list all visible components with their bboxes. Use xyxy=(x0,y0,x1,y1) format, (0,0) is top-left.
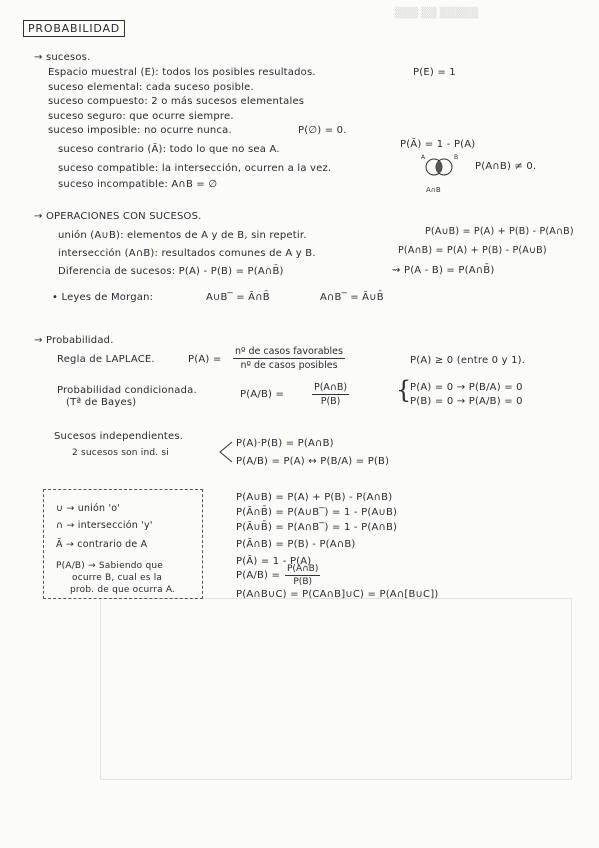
morgan-law-2: A∩B‾ = Ā∪B̄ xyxy=(320,292,384,303)
legend-union: ∪ → unión 'o' xyxy=(56,503,121,514)
indep-rule-1: P(A)·P(B) = P(A∩B) xyxy=(236,438,334,449)
legend-cond-1: P(A/B) → Sabiendo que xyxy=(56,561,163,571)
summary-numerator: P(A∩B) xyxy=(287,564,319,574)
def-suceso-compatible: suceso compatible: la intersección, ocurren a la vez. xyxy=(58,163,332,174)
summary-line-6: P(A/B) = xyxy=(236,570,281,581)
cond-numerator: P(A∩B) xyxy=(314,382,348,393)
formula-interseccion: P(A∩B) = P(A) + P(B) - P(A∪B) xyxy=(398,245,547,256)
summary-line-2: P(Ā∩B̄) = P(A∪B‾) = 1 - P(A∪B) xyxy=(236,507,398,518)
leyes-morgan-label: • Leyes de Morgan: xyxy=(52,292,154,303)
section-heading-probabilidad: → Probabilidad. xyxy=(34,335,114,346)
page-title: PROBABILIDAD xyxy=(23,20,125,37)
bleed-table xyxy=(100,598,572,780)
cond-denominator: P(B) xyxy=(320,396,341,407)
summary-fraction xyxy=(285,564,320,587)
section-heading-sucesos: → sucesos. xyxy=(34,52,91,63)
summary-line-3: P(Ā∪B̄) = P(A∩B‾) = 1 - P(A∩B) xyxy=(236,522,398,533)
morgan-law-1: A∪B‾ = Ā∩B̄ xyxy=(206,292,270,303)
legend-cond-3: prob. de que ocurra A. xyxy=(70,585,176,595)
def-union: unión (A∪B): elementos de A y de B, sin repetir. xyxy=(58,230,307,241)
cond-lhs: P(A/B) = xyxy=(240,389,285,400)
laplace-numerator: nº de casos favorables xyxy=(235,346,343,357)
def-suceso-seguro: suceso seguro: que ocurre siempre. xyxy=(48,111,234,122)
cond-rule-2: P(B) = 0 → P(A/B) = 0 xyxy=(410,396,523,407)
def-diferencia: Diferencia de sucesos: P(A) - P(B) = P(A∩B̄) xyxy=(58,266,284,277)
regla-laplace-label: Regla de LAPLACE. xyxy=(57,354,155,365)
summary-line-5: P(Ā) = 1 - P(A) xyxy=(236,556,312,567)
independientes-sub: 2 sucesos son ind. si xyxy=(72,448,169,458)
cond-rule-1: P(A) = 0 → P(B/A) = 0 xyxy=(410,382,523,393)
venn-label-b: B xyxy=(454,154,459,161)
laplace-fraction xyxy=(233,346,345,371)
bayes-label: (Tª de Bayes) xyxy=(66,397,137,408)
def-suceso-incompatible: suceso incompatible: A∩B = ∅ xyxy=(58,179,218,190)
venn-label-a: A xyxy=(421,154,426,161)
formula-imposible: P(∅) = 0. xyxy=(298,125,347,136)
venn-label-intersection: A∩B xyxy=(426,186,441,194)
formula-contrario: P(Ā) = 1 - P(A) xyxy=(400,139,476,150)
formula-compatible: P(A∩B) ≠ 0. xyxy=(475,161,537,172)
cond-fraction xyxy=(312,382,349,407)
formula-pe: P(E) = 1 xyxy=(413,67,456,78)
def-suceso-elemental: suceso elemental: cada suceso posible. xyxy=(48,82,254,93)
summary-line-7: P(A∩B∪C) = P(CA∩B]∪C) = P(A∩[B∪C]) xyxy=(236,589,439,600)
prob-condicionada-label: Probabilidad condicionada. xyxy=(57,385,197,396)
formula-diferencia: ⇝ P(A - B) = P(A∩B̄) xyxy=(392,265,495,276)
laplace-range: P(A) ≥ 0 (entre 0 y 1). xyxy=(410,355,526,366)
summary-line-4: P(Ā∩B) = P(B) - P(A∩B) xyxy=(236,539,356,550)
legend-cond-2: ocurre B, cual es la xyxy=(72,573,163,583)
legend-interseccion: ∩ → intersección 'y' xyxy=(56,520,153,531)
brace: { xyxy=(396,376,412,404)
section-heading-operaciones: → OPERACIONES CON SUCESOS. xyxy=(34,211,202,222)
formula-union: P(A∪B) = P(A) + P(B) - P(A∩B) xyxy=(425,226,574,237)
laplace-lhs: P(A) = xyxy=(188,354,222,365)
independientes-label: Sucesos independientes. xyxy=(54,431,184,442)
legend-contrario: Ā → contrario de A xyxy=(56,539,148,550)
def-suceso-compuesto: suceso compuesto: 2 o más sucesos elementales xyxy=(48,96,305,107)
def-interseccion: intersección (A∩B): resultados comunes de A y B. xyxy=(58,248,316,259)
def-espacio-muestral: Espacio muestral (E): todos los posibles resultados. xyxy=(48,67,316,78)
summary-line-1: P(A∪B) = P(A) + P(B) - P(A∩B) xyxy=(236,492,393,503)
arrow-branch xyxy=(212,438,236,468)
indep-rule-2: P(A/B) = P(A) ↔ P(B/A) = P(B) xyxy=(236,456,390,467)
bleed-text: ▒▒▒ ▒▒ ▒▒▒▒▒ xyxy=(395,8,479,19)
venn-diagram xyxy=(418,151,468,195)
summary-denominator: P(B) xyxy=(293,577,312,587)
laplace-denominator: nº de casos posibles xyxy=(240,360,338,371)
def-suceso-contrario: suceso contrario (Ā): todo lo que no sea A. xyxy=(58,144,280,155)
def-suceso-imposible: suceso imposible: no ocurre nunca. xyxy=(48,125,232,136)
